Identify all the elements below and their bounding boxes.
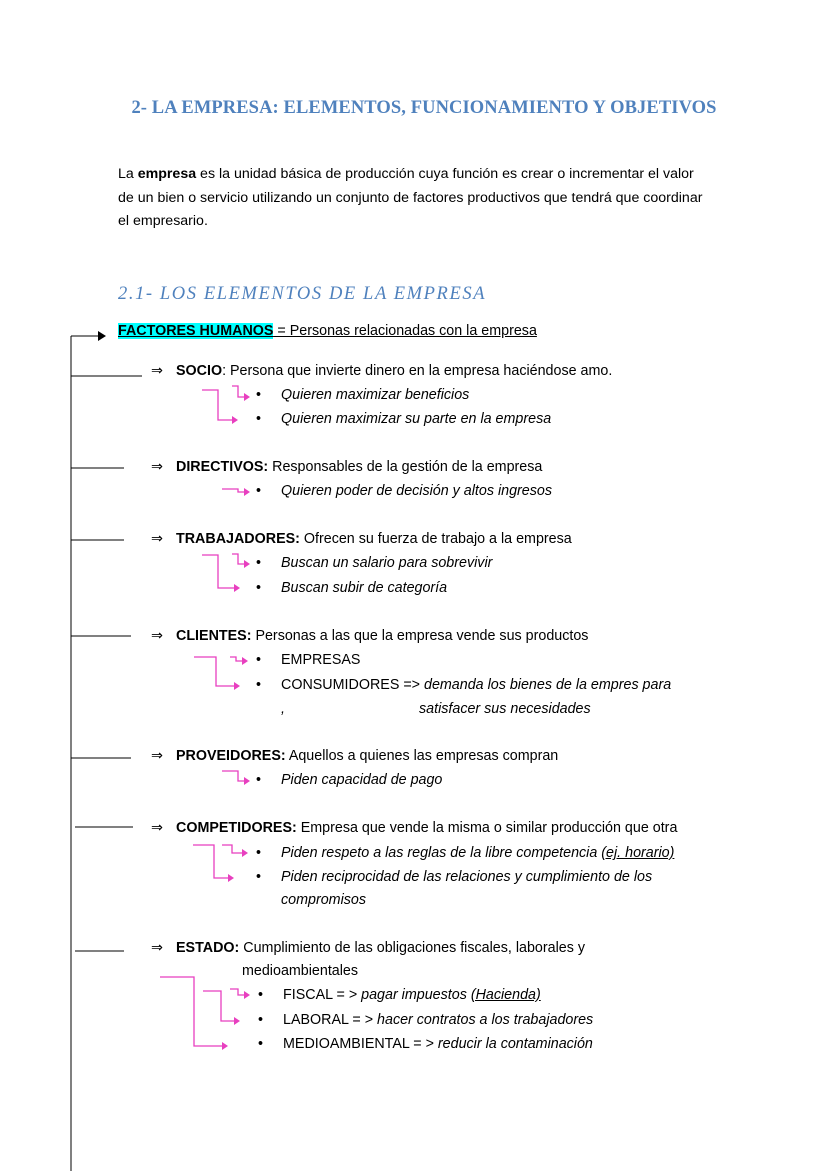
estado-bullet-3-italic: reducir la contaminación bbox=[437, 1036, 593, 1052]
estado-bullet-3-text bbox=[283, 1036, 593, 1052]
clientes-bullet-2-cont: satisfacer sus necesidades bbox=[419, 701, 591, 717]
trabajadores-label: TRABAJADORES: bbox=[176, 531, 300, 547]
proveidores-label: PROVEIDORES: bbox=[176, 748, 286, 764]
estado-bullet-2-plain: LABORAL = > bbox=[283, 1012, 378, 1028]
item-proveidores bbox=[151, 748, 558, 764]
clientes-label: CLIENTES: bbox=[176, 628, 252, 644]
implies-arrow-icon: ⇒ bbox=[151, 363, 163, 379]
item-estado bbox=[151, 940, 585, 956]
estado-bullet-1-italic: pagar impuestos bbox=[361, 987, 471, 1003]
estado-bullet-3-plain: MEDIOAMBIENTAL = > bbox=[283, 1036, 438, 1052]
bullet-icon: • bbox=[256, 555, 262, 571]
bullet-icon: • bbox=[256, 869, 262, 885]
item-trabajadores bbox=[151, 531, 572, 547]
item-socio bbox=[151, 363, 612, 379]
bullet-icon: • bbox=[258, 1036, 264, 1052]
estado-bullet-2-text bbox=[283, 1012, 593, 1028]
trabajadores-bullet-2-text: Buscan subir de categoría bbox=[281, 580, 448, 596]
implies-arrow-icon: ⇒ bbox=[151, 628, 163, 644]
estado-bullet-1-underlined: (Hacienda) bbox=[470, 987, 541, 1003]
estado-label: ESTADO: bbox=[176, 940, 240, 956]
estado-desc-cont: medioambientales bbox=[242, 963, 359, 979]
directivos-desc: Responsables de la gestión de la empresa bbox=[268, 459, 543, 475]
bullet-icon: • bbox=[256, 387, 262, 403]
intro-pre: La bbox=[118, 166, 138, 182]
bullet-icon: • bbox=[256, 772, 262, 788]
bullet-icon: • bbox=[256, 652, 262, 668]
item-competidores bbox=[151, 820, 677, 836]
page-title: 2- LA EMPRESA: ELEMENTOS, FUNCIONAMIENTO Y OBJETIVOS bbox=[131, 98, 717, 118]
intro-bold: empresa bbox=[137, 166, 197, 182]
implies-arrow-icon: ⇒ bbox=[151, 940, 163, 956]
bullet-icon: • bbox=[256, 411, 262, 427]
socio-desc: : Persona que invierte dinero en la empresa haciéndose amo. bbox=[222, 363, 613, 379]
bullet-icon: • bbox=[258, 1012, 264, 1028]
competidores-label: COMPETIDORES: bbox=[176, 820, 297, 836]
implies-arrow-icon: ⇒ bbox=[151, 459, 163, 475]
socio-bullet-2-text: Quieren maximizar su parte en la empresa bbox=[281, 411, 552, 427]
section-subtitle: 2.1- LOS ELEMENTOS DE LA EMPRESA bbox=[118, 284, 487, 304]
competidores-bullet-1-underlined: (ej. horario) bbox=[601, 845, 675, 861]
directivos-label: DIRECTIVOS: bbox=[176, 459, 269, 475]
bullet-icon: • bbox=[256, 483, 262, 499]
estado-desc: Cumplimiento de las obligaciones fiscales, laborales y bbox=[239, 940, 585, 956]
clientes-bullet-2-plain: CONSUMIDORES => bbox=[281, 677, 424, 693]
trabajadores-bullet-1-text: Buscan un salario para sobrevivir bbox=[281, 555, 493, 571]
bullet-icon: • bbox=[256, 677, 262, 693]
implies-arrow-icon: ⇒ bbox=[151, 748, 163, 764]
competidores-bullet-1-main: Piden respeto a las reglas de la libre competencia bbox=[281, 845, 602, 861]
bullet-icon: • bbox=[256, 845, 262, 861]
bullet-icon: • bbox=[256, 580, 262, 596]
clientes-desc: Personas a las que la empresa vende sus productos bbox=[251, 628, 589, 644]
competidores-bullet-2-text: Piden reciprocidad de las relaciones y cumplimiento de los bbox=[281, 869, 653, 885]
trunk-arrowhead bbox=[98, 331, 106, 341]
estado-bullet-2-italic: hacer contratos a los trabajadores bbox=[377, 1012, 594, 1028]
implies-arrow-icon: ⇒ bbox=[151, 820, 163, 836]
clientes-bullet-1-text: EMPRESAS bbox=[281, 652, 361, 668]
directivos-bullet-1-text: Quieren poder de decisión y altos ingresos bbox=[281, 483, 553, 499]
proveidores-desc: Aquellos a quienes las empresas compran bbox=[285, 748, 559, 764]
proveidores-bullet-1-text: Piden capacidad de pago bbox=[281, 772, 443, 788]
factores-rest: = Personas relacionadas con la empresa bbox=[273, 323, 537, 339]
trabajadores-desc: Ofrecen su fuerza de trabajo a la empresa bbox=[299, 531, 572, 547]
clientes-stray-mark: , bbox=[281, 701, 285, 717]
item-clientes bbox=[151, 628, 588, 644]
estado-bullet-1-plain: FISCAL = > bbox=[283, 987, 362, 1003]
factores-highlight: FACTORES HUMANOS bbox=[118, 323, 274, 339]
clientes-bullet-2-text bbox=[281, 677, 671, 693]
bullet-icon: • bbox=[258, 987, 264, 1003]
socio-label: SOCIO bbox=[176, 363, 223, 379]
socio-bullet-1-text: Quieren maximizar beneficios bbox=[281, 387, 470, 403]
competidores-bullet-1-text bbox=[281, 845, 674, 861]
estado-bullet-1-text bbox=[283, 987, 541, 1003]
competidores-bullet-2-cont: compromisos bbox=[281, 892, 367, 908]
item-directivos bbox=[151, 459, 542, 475]
clientes-bullet-2-italic: demanda los bienes de la empres para bbox=[424, 677, 672, 693]
competidores-desc: Empresa que vende la misma o similar producción que otra bbox=[296, 820, 678, 836]
implies-arrow-icon: ⇒ bbox=[151, 531, 163, 547]
intro-post: es la unidad básica de producción cuya función es crear o incrementar el valor de un bien o servicio utilizando un conjunto de factores productivos que tendrá que coordinar el empresario. bbox=[118, 166, 703, 229]
